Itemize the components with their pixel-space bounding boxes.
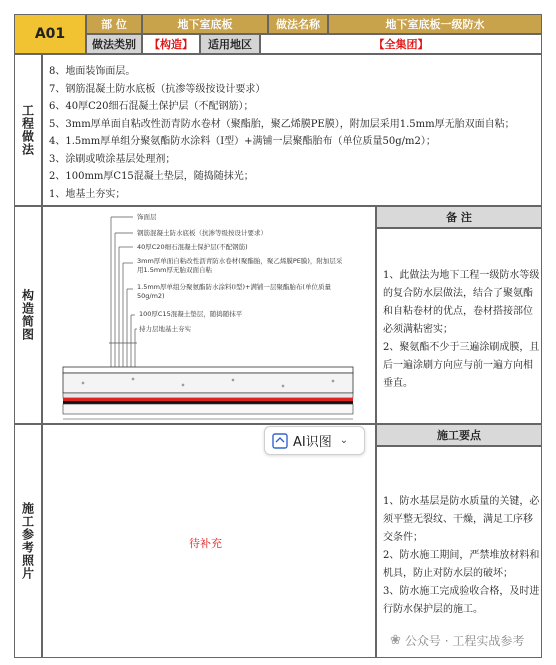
photo-placeholder: 待补充: [189, 537, 222, 550]
item-code: A01: [14, 14, 86, 54]
photo-section-label: 施工参考照片: [14, 424, 42, 658]
method-type-label: 做法类别: [86, 34, 142, 54]
chevron-down-icon: ⌄: [339, 435, 349, 446]
part-value: 地下室底板: [142, 14, 268, 34]
ai-scan-icon: [271, 432, 289, 450]
diagram-label: 1.5mm厚单组分聚氨酯防水涂料(Ⅰ型)+满铺一层聚酯胎布(单位质量: [137, 283, 331, 291]
construction-list: [379, 493, 545, 619]
construction-title: 施工要点: [376, 424, 542, 446]
construction-box: [376, 446, 542, 658]
engineering-step: 2、100mm厚C15混凝土垫层，随捣随抹光；: [49, 171, 254, 182]
watermark-text: 公众号 · 工程实战参考: [404, 634, 525, 648]
engineering-section-label: 工程做法: [14, 54, 42, 206]
engineering-step: 1、地基土夯实；: [49, 188, 126, 200]
notes-list: [379, 267, 545, 393]
engineering-steps-box: [42, 54, 542, 206]
sketch-section-label: 构造简图: [14, 206, 42, 424]
ai-recognize-button[interactable]: [264, 426, 365, 455]
construction-item: 2、防水施工期间，严禁堆放材料和机具，防止对防水层的破坏；: [383, 550, 540, 579]
engineering-step: 7、钢筋混凝土防水底板（抗渗等级按设计要求）: [49, 83, 266, 95]
watermark: [390, 632, 524, 649]
engineering-steps-list: [49, 63, 515, 203]
diagram-label: 40厚C20细石混凝土保护层(不配钢筋): [137, 243, 248, 251]
part-label: 部 位: [86, 14, 142, 34]
diagram-label: 50g/m2): [137, 292, 165, 300]
region-value: 【全集团】: [260, 34, 542, 54]
notes-title: 备 注: [376, 206, 542, 228]
engineering-step: 4、1.5mm厚单组分聚氨酯防水涂料（Ⅰ型）+满铺一层聚酯胎布（单位质量50g/m2）；: [49, 136, 436, 147]
photo-box: [42, 424, 376, 658]
engineering-step: 5、3mm厚单面自粘改性沥青防水卷材（聚酯胎，聚乙烯膜PE膜），附加层采用1.5mm厚无胎双面自粘；: [49, 118, 515, 130]
diagram-label: 饰面层: [137, 213, 157, 221]
construction-item: 1、防水基层是防水质量的关键，必须平整无裂纹、干燥，满足工序移交条件；: [383, 496, 540, 543]
diagram-label: 3mm厚单面自粘改性沥青防水卷材(聚酯胎，聚乙烯膜PE膜)，附加层采: [137, 257, 343, 265]
diagram-label: 100厚C15混凝土垫层，随捣随抹平: [139, 310, 243, 318]
method-name-value: 地下室底板一级防水: [328, 14, 542, 34]
note-item: 1、此做法为地下工程一级防水等级的复合防水层做法，结合了聚氨酯和自粘卷材的优点，卷材搭接部位必须满粘密实；: [383, 270, 540, 335]
notes-box: [376, 228, 542, 424]
diagram-label: 持力层地基土夯实: [139, 325, 191, 333]
construction-item: 3、防水施工完成验收合格，及时进行防水保护层的施工。: [383, 586, 540, 615]
engineering-step: 6、40厚C20细石混凝土保护层（不配钢筋）；: [49, 101, 254, 112]
note-item: 2、聚氨酯不少于三遍涂刷成膜，且后一遍涂刷方向应与前一遍方向相垂直。: [383, 342, 540, 389]
engineering-step: 8、地面装饰面层。: [49, 66, 136, 77]
region-label: 适用地区: [200, 34, 260, 54]
method-type-value: 【构造】: [142, 34, 200, 54]
method-name-label: 做法名称: [268, 14, 328, 34]
diagram-label: 钢筋混凝土防水底板（抗渗等级按设计要求）: [137, 229, 267, 237]
engineering-step: 3、涂刷或喷涂基层处理剂；: [49, 153, 176, 165]
construction-diagram: [42, 206, 376, 424]
ai-button-label: AI识图: [293, 435, 332, 450]
diagram-label: 用1.5mm厚无胎双面自粘: [137, 266, 213, 274]
wechat-icon: ❀: [390, 633, 401, 648]
